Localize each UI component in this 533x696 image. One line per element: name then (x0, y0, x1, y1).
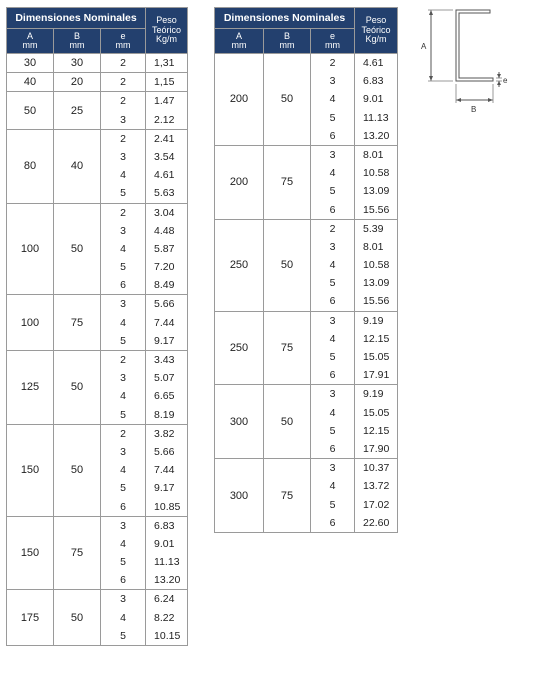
thickness-value: 3 (120, 372, 126, 385)
thickness-value: 6 (329, 516, 336, 529)
e-header: e mm (311, 29, 355, 54)
weight-value: 22.60 (363, 516, 390, 529)
weight-value: 10.37 (363, 462, 390, 475)
cell-kg (146, 129, 188, 203)
cell-e (101, 590, 146, 646)
weight-value: 5.66 (154, 445, 175, 458)
weight-value: 10.58 (363, 167, 390, 180)
cell-kg (355, 459, 398, 533)
weight-value: 8.22 (154, 611, 175, 624)
thickness-value: 3 (120, 150, 126, 163)
weight-value: 13.20 (363, 129, 390, 142)
table-row (215, 311, 398, 385)
thickness-value: 3 (120, 113, 126, 126)
thickness-value: 5 (120, 556, 126, 569)
weight-value: 1,15 (154, 76, 175, 89)
thickness-value: 2 (120, 76, 126, 89)
cell-e (101, 129, 146, 203)
thickness-value: 3 (329, 148, 336, 161)
weight-value: 13.72 (363, 480, 390, 493)
table-row (7, 590, 188, 646)
table-row (7, 54, 188, 73)
weight-value: 15.56 (363, 203, 390, 216)
weight-value: 5.63 (154, 187, 175, 200)
thickness-value: 4 (120, 316, 126, 329)
cell-a: 100 (7, 295, 54, 351)
cell-a: 150 (7, 516, 54, 590)
thickness-value: 6 (120, 279, 126, 292)
weight-value: 13.09 (363, 277, 390, 290)
thickness-value: 4 (329, 406, 336, 419)
cell-a: 175 (7, 590, 54, 646)
weight-value: 10.58 (363, 259, 390, 272)
weight-value: 7.20 (154, 261, 175, 274)
cell-a: 30 (7, 54, 54, 73)
thickness-value: 3 (329, 314, 336, 327)
cell-a: 125 (7, 351, 54, 425)
thickness-value: 5 (329, 185, 336, 198)
thickness-value: 5 (120, 187, 126, 200)
thickness-value: 3 (120, 298, 126, 311)
cell-e (101, 295, 146, 351)
weight-value: 8.01 (363, 240, 384, 253)
weight-value: 2.12 (154, 113, 175, 126)
cell-b: 20 (54, 73, 101, 92)
weight-value: 9.01 (154, 537, 175, 550)
thickness-value: 4 (120, 169, 126, 182)
cell-b: 50 (264, 219, 311, 311)
cell-e (311, 459, 355, 533)
thickness-value: 3 (329, 388, 336, 401)
e-header: e mm (101, 29, 146, 54)
weight-value: 5.87 (154, 242, 175, 255)
cell-kg (355, 145, 398, 219)
cell-a: 80 (7, 129, 54, 203)
weight-value: 1,31 (154, 57, 175, 69)
table-row (215, 219, 398, 311)
table-row (7, 92, 188, 129)
thickness-value: 2 (120, 132, 126, 145)
thickness-value: 3 (120, 445, 126, 458)
weight-value: 9.01 (363, 93, 384, 106)
thickness-value: 3 (329, 240, 336, 253)
cell-kg (355, 54, 398, 146)
weight-value: 4.61 (154, 169, 175, 182)
cell-b: 50 (54, 424, 101, 516)
cell-a: 250 (215, 219, 264, 311)
thickness-value: 5 (329, 277, 336, 290)
thickness-value: 5 (120, 334, 126, 347)
peso-header: Peso Teórico Kg/m (355, 8, 398, 54)
cell-e (101, 73, 146, 92)
thickness-value: 6 (120, 574, 126, 587)
thickness-value: 2 (120, 354, 126, 366)
cell-a: 200 (215, 54, 264, 146)
cell-a: 150 (7, 424, 54, 516)
weight-value: 17.91 (363, 369, 390, 382)
thickness-value: 4 (120, 537, 126, 550)
cell-b: 75 (264, 459, 311, 533)
cell-e (101, 516, 146, 590)
thickness-value: 5 (120, 482, 126, 495)
thickness-value: 2 (120, 57, 126, 69)
thickness-value: 2 (120, 206, 126, 219)
a-header: A mm (7, 29, 54, 54)
thickness-value: 5 (329, 351, 336, 363)
thickness-value: 4 (120, 242, 126, 255)
weight-value: 2.41 (154, 132, 175, 145)
weight-value: 4.61 (363, 57, 384, 69)
cell-e (101, 54, 146, 73)
label-a: A (421, 42, 427, 51)
weight-value: 5.66 (154, 298, 175, 311)
cell-kg (146, 92, 188, 129)
thickness-value: 3 (120, 593, 126, 606)
weight-value: 9.17 (154, 482, 175, 495)
cell-a: 40 (7, 73, 54, 92)
thickness-value: 6 (329, 203, 336, 216)
table-row (215, 459, 398, 533)
table-row (7, 203, 188, 295)
weight-value: 6.24 (154, 593, 175, 606)
thickness-value: 5 (329, 111, 336, 124)
table-row (7, 73, 188, 92)
thickness-value: 2 (329, 57, 336, 69)
cell-e (311, 385, 355, 459)
table-row (215, 54, 398, 146)
cell-kg (146, 295, 188, 351)
table-row (7, 424, 188, 516)
weight-value: 17.02 (363, 498, 390, 511)
thickness-value: 6 (329, 295, 336, 308)
thickness-value: 5 (120, 261, 126, 274)
cell-kg (146, 516, 188, 590)
weight-value: 15.05 (363, 406, 390, 419)
weight-value: 7.44 (154, 316, 175, 329)
thickness-value: 4 (120, 611, 126, 624)
weight-value: 7.44 (154, 464, 175, 477)
table-row (7, 516, 188, 590)
z-profile-diagram (418, 4, 528, 119)
cell-e (311, 311, 355, 385)
thickness-value: 5 (120, 629, 126, 642)
b-header: B mm (264, 29, 311, 54)
cell-b: 50 (54, 351, 101, 425)
cell-b: 75 (54, 295, 101, 351)
weight-value: 8.49 (154, 279, 175, 292)
cell-b: 50 (54, 590, 101, 646)
weight-value: 12.15 (363, 332, 390, 345)
cell-b: 75 (54, 516, 101, 590)
cell-b: 50 (264, 385, 311, 459)
cell-kg (355, 385, 398, 459)
cell-b: 40 (54, 129, 101, 203)
cell-kg (146, 424, 188, 516)
weight-value: 15.56 (363, 295, 390, 308)
cell-b: 30 (54, 54, 101, 73)
cell-a: 250 (215, 311, 264, 385)
thickness-value: 4 (329, 480, 336, 493)
cell-e (101, 203, 146, 295)
weight-value: 5.39 (363, 222, 384, 235)
weight-value: 1.47 (154, 95, 175, 108)
cell-a: 300 (215, 385, 264, 459)
weight-value: 6.83 (363, 75, 384, 88)
thickness-value: 3 (120, 519, 126, 532)
weight-value: 12.15 (363, 424, 390, 437)
weight-value: 9.19 (363, 388, 384, 401)
weight-value: 8.19 (154, 408, 175, 421)
thickness-value: 2 (120, 427, 126, 440)
weight-value: 6.65 (154, 390, 175, 403)
weight-value: 5.07 (154, 372, 175, 385)
cell-a: 50 (7, 92, 54, 129)
b-header: B mm (54, 29, 101, 54)
cell-b: 50 (54, 203, 101, 295)
label-b: B (471, 105, 477, 114)
cell-kg (146, 351, 188, 425)
cell-e (311, 145, 355, 219)
weight-value: 11.13 (154, 556, 180, 569)
weight-value: 15.05 (363, 351, 390, 363)
table-row (215, 385, 398, 459)
weight-value: 3.04 (154, 206, 175, 219)
table-row (215, 145, 398, 219)
thickness-value: 6 (329, 129, 336, 142)
thickness-value: 6 (120, 500, 126, 513)
weight-value: 4.48 (154, 224, 175, 237)
thickness-value: 5 (329, 424, 336, 437)
weight-value: 3.54 (154, 150, 175, 163)
weight-value: 11.13 (363, 111, 389, 124)
table-row (7, 129, 188, 203)
thickness-value: 4 (329, 259, 336, 272)
thickness-value: 4 (120, 390, 126, 403)
cell-e (101, 424, 146, 516)
peso-header: Peso Teórico Kg/m (146, 8, 188, 54)
thickness-value: 2 (120, 95, 126, 108)
cell-kg (355, 219, 398, 311)
weight-value: 9.17 (154, 334, 175, 347)
cell-b: 50 (264, 54, 311, 146)
table-row (7, 351, 188, 425)
cell-kg (146, 590, 188, 646)
cell-b: 25 (54, 92, 101, 129)
thickness-value: 6 (329, 442, 336, 455)
cell-a: 300 (215, 459, 264, 533)
weight-value: 8.01 (363, 148, 384, 161)
dimensiones-header: Dimensiones Nominales (7, 8, 146, 29)
weight-value: 13.09 (363, 185, 390, 198)
dimensiones-header: Dimensiones Nominales (215, 8, 355, 29)
thickness-value: 4 (329, 93, 336, 106)
weight-value: 3.82 (154, 427, 175, 440)
thickness-value: 5 (329, 498, 336, 511)
cell-kg (146, 73, 188, 92)
right-table-body (215, 54, 398, 533)
left-table-body (7, 54, 188, 646)
left-spec-table (6, 7, 188, 646)
label-e: e (503, 76, 508, 85)
cell-e (101, 351, 146, 425)
cell-kg (146, 54, 188, 73)
cell-kg (355, 311, 398, 385)
right-spec-table (214, 7, 398, 533)
weight-value: 17.90 (363, 442, 390, 455)
weight-value: 3.43 (154, 354, 175, 366)
weight-value: 10.15 (154, 629, 181, 642)
table-row (7, 295, 188, 351)
thickness-value: 4 (120, 464, 126, 477)
cell-e (311, 54, 355, 146)
weight-value: 6.83 (154, 519, 175, 532)
cell-e (101, 92, 146, 129)
cell-kg (146, 203, 188, 295)
profile-outline (456, 10, 493, 81)
thickness-value: 6 (329, 369, 336, 382)
thickness-value: 3 (329, 75, 336, 88)
thickness-value: 5 (120, 408, 126, 421)
cell-e (311, 219, 355, 311)
weight-value: 13.20 (154, 574, 181, 587)
thickness-value: 3 (120, 224, 126, 237)
cell-b: 75 (264, 145, 311, 219)
thickness-value: 3 (329, 462, 336, 475)
thickness-value: 4 (329, 332, 336, 345)
cell-a: 200 (215, 145, 264, 219)
thickness-value: 4 (329, 167, 336, 180)
cell-b: 75 (264, 311, 311, 385)
a-header: A mm (215, 29, 264, 54)
thickness-value: 2 (329, 222, 336, 235)
weight-value: 10.85 (154, 500, 181, 513)
cell-a: 100 (7, 203, 54, 295)
weight-value: 9.19 (363, 314, 384, 327)
